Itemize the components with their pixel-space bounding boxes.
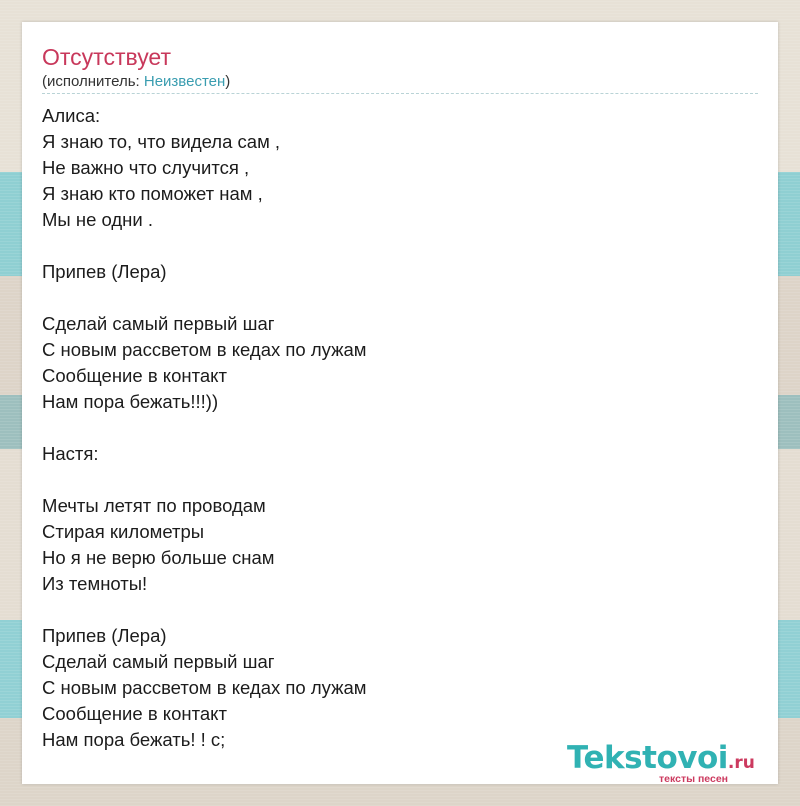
lyric-line: Сделай самый первый шаг	[42, 313, 275, 334]
lyric-line	[42, 415, 742, 441]
artist-suffix: )	[225, 73, 231, 90]
lyric-line: Но я не верю больше снам	[42, 547, 275, 568]
lyric-line: С новым рассветом в кедах по лужам	[42, 339, 367, 360]
lyric-line: Мы не одни .	[42, 209, 153, 230]
lyric-line: Сообщение в контакт	[42, 703, 227, 724]
lyric-line	[42, 233, 742, 259]
logo-word: Tekstovoi	[567, 740, 728, 776]
lyric-line: Я знаю то, что видела сам ,	[42, 131, 281, 152]
lyric-line	[42, 467, 742, 493]
divider	[42, 93, 758, 94]
lyric-line: Из темноты!	[42, 573, 148, 594]
lyric-line: Мечты летят по проводам	[42, 495, 266, 516]
lyric-line: Сообщение в контакт	[42, 365, 227, 386]
artist-link[interactable]: Неизвестен	[143, 73, 226, 90]
lyric-line: Сделай самый первый шаг	[42, 651, 275, 672]
logo-tld: .ru	[727, 753, 755, 773]
lyric-line: Я знаю кто поможет нам ,	[42, 183, 263, 204]
song-title: Отсутствует	[42, 44, 171, 70]
lyric-line: Настя:	[42, 443, 99, 464]
lyric-line: Нам пора бежать!!!))	[42, 391, 219, 412]
lyric-line: С новым рассветом в кедах по лужам	[42, 677, 367, 698]
artist-prefix: (исполнитель:	[42, 73, 144, 90]
lyric-line: Нам пора бежать! ! с;	[42, 729, 226, 750]
lyric-line: Припев (Лера)	[42, 261, 167, 282]
lyric-line: Алиса:	[42, 105, 101, 126]
lyric-line: Припев (Лера)	[42, 625, 167, 646]
lyric-line: Стирая километры	[42, 521, 205, 542]
lyrics-card	[22, 22, 778, 784]
lyric-line	[42, 285, 742, 311]
lyric-line	[42, 597, 742, 623]
lyrics-text	[42, 103, 742, 753]
logo-tagline: тексты песен	[659, 773, 729, 785]
artist-line	[42, 72, 230, 92]
site-logo[interactable]	[567, 740, 777, 784]
lyric-line: Не важно что случится ,	[42, 157, 250, 178]
